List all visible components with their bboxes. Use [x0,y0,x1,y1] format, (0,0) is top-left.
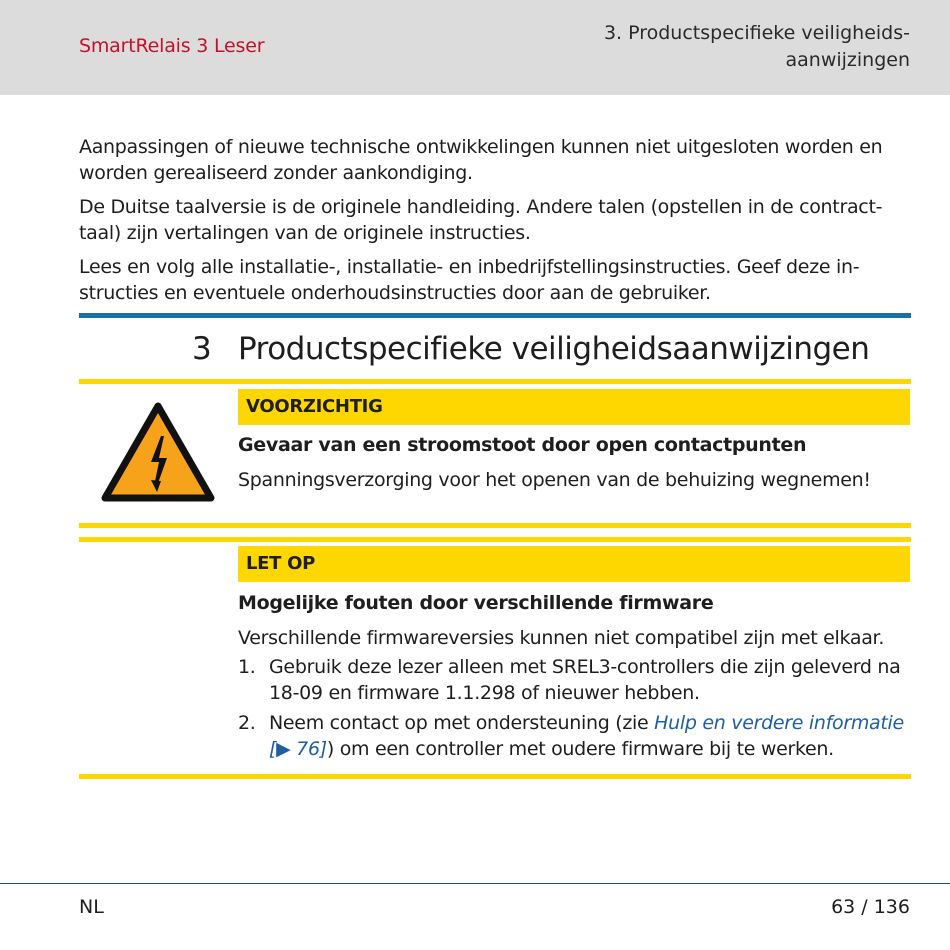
notice-title: Mogelijke fouten door verschillende firmware [238,592,714,614]
notice-label: LET OP [238,546,910,582]
list-item [238,710,918,762]
caution-label: VOORZICHTIG [238,389,910,425]
intro-paragraph-3: Lees en volg alle installatie-, installatie- en inbedrijfstellingsinstructies. Geef deze in-structies en eventuele onderhoudsinstructies door aan de gebruiker. [79,256,860,304]
step-number: 2. [238,712,256,734]
page-number: 63 / 136 [831,896,910,918]
caution-title: Gevaar van een stroomstoot door open contactpunten [238,434,807,456]
intro-paragraph-1: Aanpassingen of nieuwe technische ontwikkelingen kunnen niet uitgesloten worden en worden gerealiseerd zonder aankondiging. [79,136,883,184]
running-chapter-title-line2: aanwijzingen [785,49,910,71]
caution-top-rule [79,379,911,384]
list-item [238,654,918,706]
notice-top-rule [79,537,911,542]
running-chapter-title [490,20,910,74]
running-chapter-title-line1: 3. Productspecifieke veiligheids- [603,22,910,44]
notice-text: Verschillende firmwareversies kunnen niet compatibel zijn met elkaar. [238,627,885,649]
step-number: 1. [238,656,256,678]
help-cross-reference-link[interactable]: Hulp en verdere informatie [▶ 76] [269,712,904,760]
step-text-suffix: ) om een controller met oudere firmware bij te werken. [326,738,834,760]
chapter-title: Productspecifieke veiligheidsaanwijzingen [238,331,870,367]
footer-divider [0,883,950,884]
footer-language: NL [79,896,104,918]
notice-bottom-rule [79,774,911,779]
caution-text: Spanningsverzorging voor het openen van de behuizing wegnemen! [238,469,871,491]
intro-paragraph-2: De Duitse taalversie is de originele handleiding. Andere talen (opstellen in de contract-taal) zijn vertalingen van de originele instructies. [79,196,883,244]
chapter-divider [79,313,911,318]
step-text: Gebruik deze lezer alleen met SREL3-controllers die zijn geleverd na 18-09 en firmware 1.1.298 of nieuwer hebben. [269,656,901,704]
chapter-number: 3 [192,331,212,367]
caution-bottom-rule [79,523,911,528]
intro-section [79,134,911,314]
step-text-prefix: Neem contact op met ondersteuning (zie [269,712,655,734]
page-header [0,0,950,95]
notice-steps [238,654,918,766]
chapter-heading [192,331,869,367]
electric-shock-warning-icon [101,402,215,502]
product-name: SmartRelais 3 Leser [79,35,265,57]
